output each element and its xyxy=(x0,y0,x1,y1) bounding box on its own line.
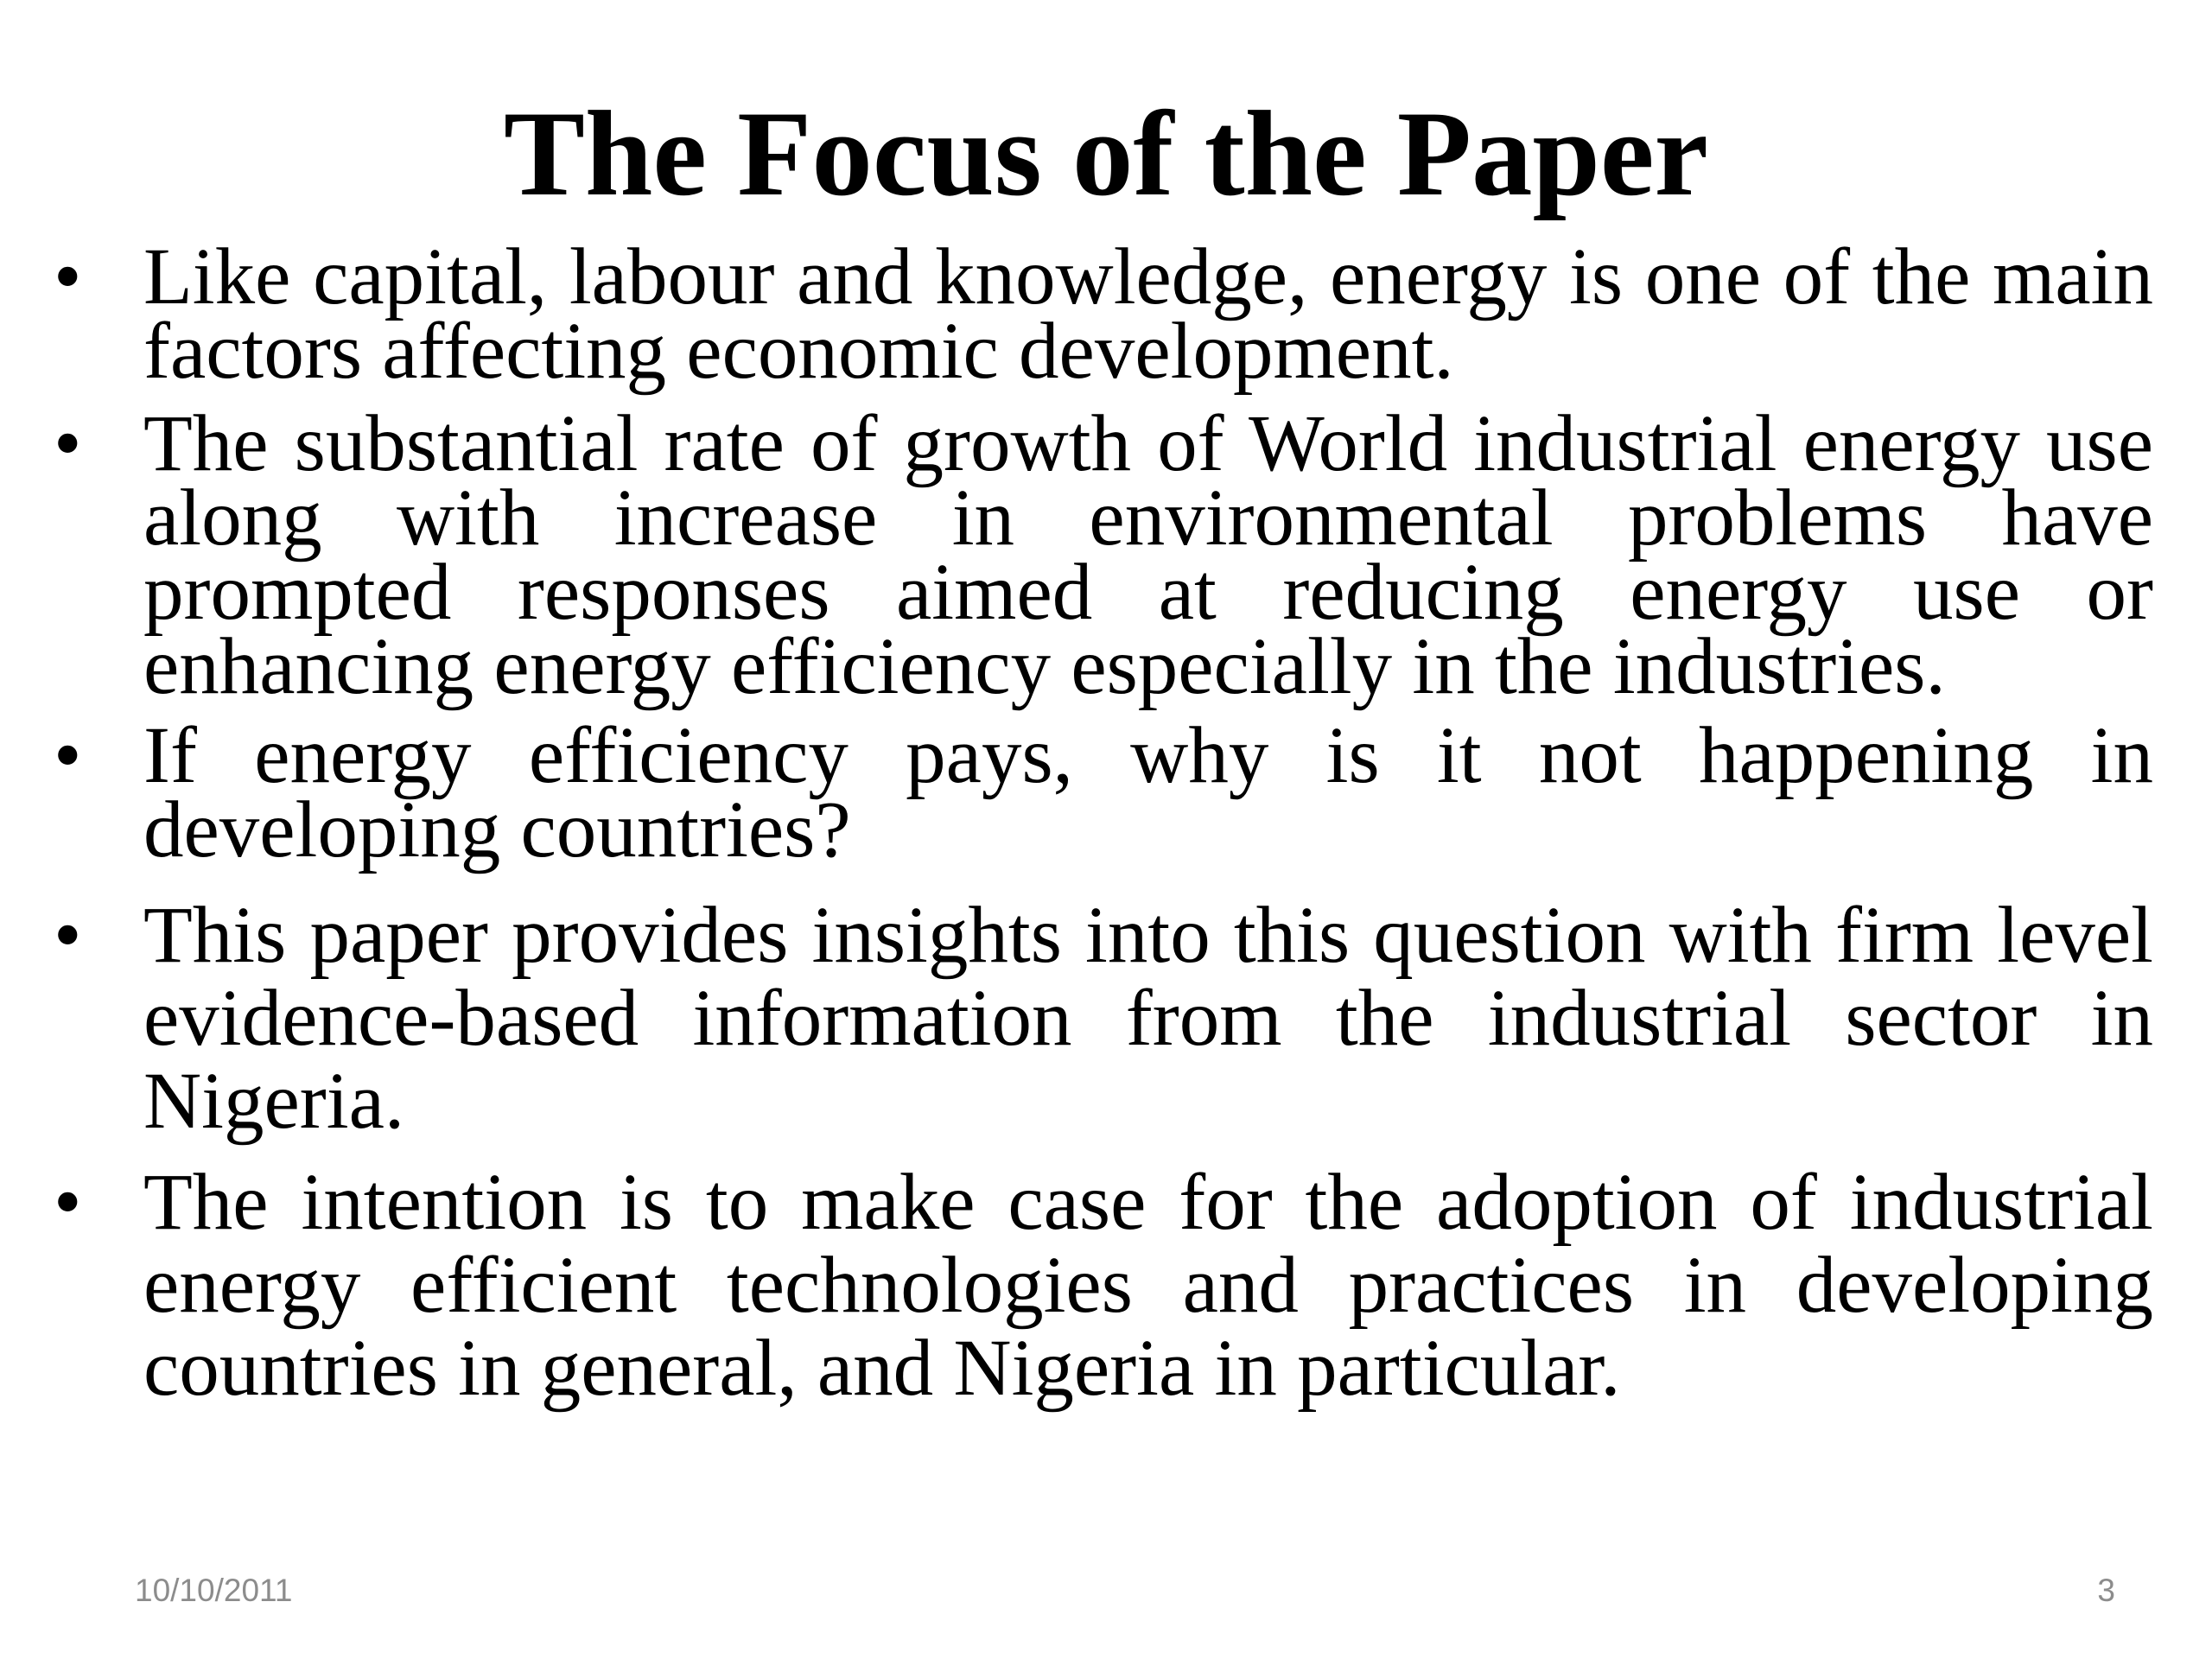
bullet-icon: • xyxy=(54,232,82,321)
bullet-text: If energy efficiency pays, why is it not happening in developing countries? xyxy=(143,711,2153,874)
bullet-item xyxy=(54,711,2153,874)
footer-date: 10/10/2011 xyxy=(135,1573,293,1608)
slide-title: The Focus of the Paper xyxy=(503,86,1709,221)
bullet-text: The intention is to make case for the adoption of industrial energy efficient technologies and practices in developing countries in general, and Nigeria in particular. xyxy=(143,1158,2153,1413)
bullet-icon: • xyxy=(54,399,82,488)
bullet-text: The substantial rate of growth of World industrial energy use along with increase in environmental problems have prompted responses aimed at reducing energy use or enhancing energy efficiency especially in the industries. xyxy=(143,399,2153,711)
bullet-text: This paper provides insights into this question with firm level evidence-based information from the industrial sector in Nigeria. xyxy=(143,891,2153,1146)
bullet-item xyxy=(54,399,2153,711)
bullet-icon: • xyxy=(54,891,82,980)
bullet-icon: • xyxy=(54,1158,82,1247)
bullet-icon: • xyxy=(54,711,82,800)
bullet-text: Like capital, labour and knowledge, energy is one of the main factors affecting economic development. xyxy=(143,232,2153,396)
bullet-item xyxy=(54,232,2153,396)
bullet-item xyxy=(54,891,2153,1146)
footer-page-number: 3 xyxy=(2097,1573,2115,1608)
bullet-item xyxy=(54,1158,2153,1413)
